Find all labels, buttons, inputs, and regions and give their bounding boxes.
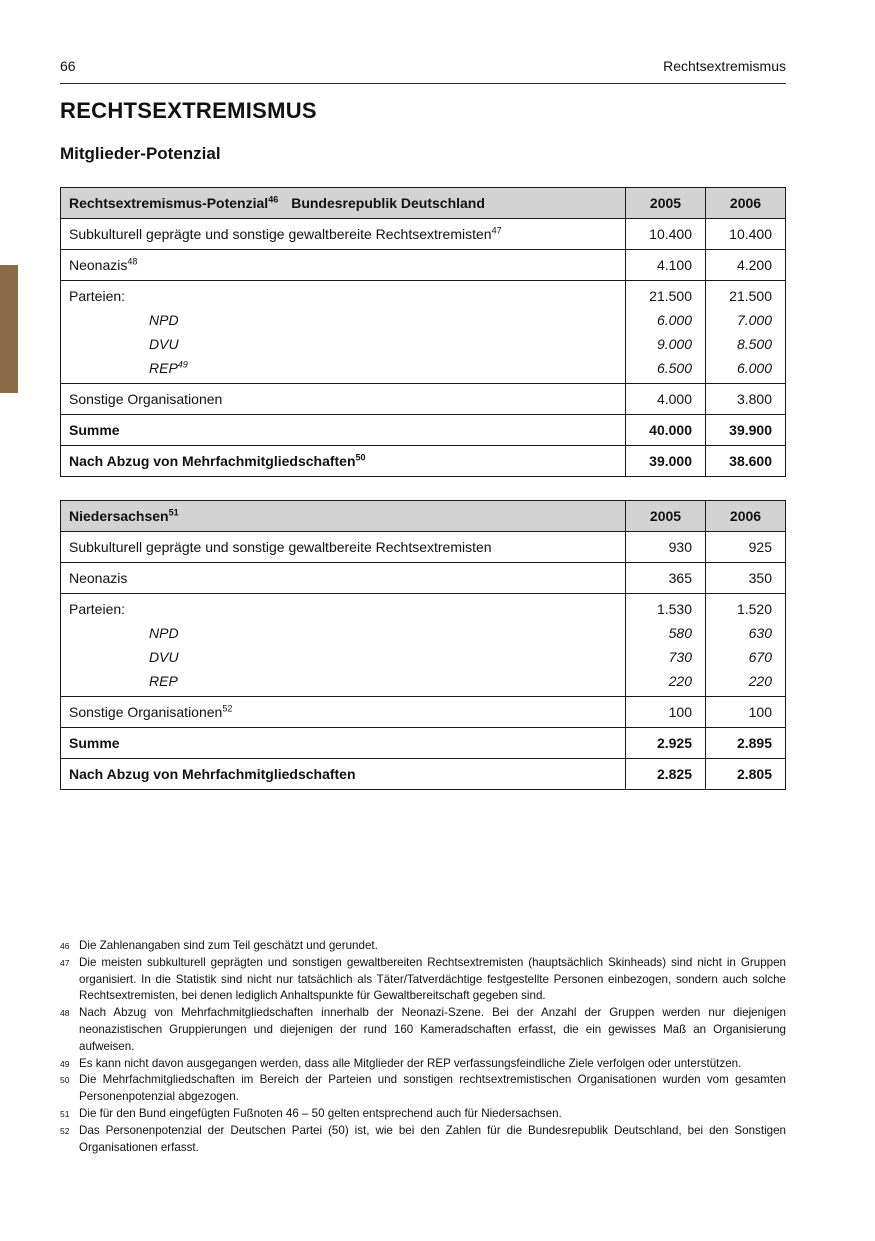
table-row-neonazis (61, 563, 786, 594)
footnote-ref-50: 50 (355, 452, 366, 463)
footnote-46 (60, 938, 786, 955)
value-2006: 21.500 7.000 8.500 6.000 (706, 281, 786, 384)
row-label: Sonstige Organisationen (69, 391, 223, 407)
row-label-cell (61, 563, 626, 594)
section-subtitle: Mitglieder-Potenzial (60, 144, 221, 163)
row-label: Parteien: (69, 288, 126, 304)
value-2005: 2.825 (626, 759, 706, 790)
value-2006: 100 (706, 697, 786, 728)
footnotes-section (60, 938, 786, 1156)
party-label-rep: REP$^{49}$ (149, 359, 188, 376)
value-2005: 100 (626, 697, 706, 728)
row-label: Summe (69, 735, 120, 751)
footnote-49 (60, 1056, 786, 1073)
value-2006: 3.800 (706, 384, 786, 415)
page-number: 66 (60, 58, 76, 74)
table-row-abzug (61, 759, 786, 790)
party-label-dvu: DVU (149, 336, 179, 352)
column-header-2005: 2005 (626, 188, 706, 219)
row-label: Nach Abzug von Mehrfachmitgliedschaften (69, 453, 356, 469)
table-nds-title: Niedersachsen (69, 508, 169, 524)
value-2006: 350 (706, 563, 786, 594)
value-2006: 2.805 (706, 759, 786, 790)
footnote-text: Die meisten subkulturell geprägten und sonstigen gewaltbereiten Rechtsextremisten (hauptsächlich Skinheads) sind nicht in Gruppen organisiert. In die Statistik sind nicht nur tatsächlich als Täter/Tatverdächtige festgestellte Personen einbezogen, sondern auch solche Rechtsextremisten, bei denen lediglich Anhaltspunkte für Gewaltbereitschaft gegeben sind. (79, 955, 786, 1003)
footnote-47 (60, 955, 786, 1005)
table-row-sonstige (61, 697, 786, 728)
table-row-parteien (61, 594, 786, 697)
row-label-cell (61, 532, 626, 563)
row-label-cell (61, 759, 626, 790)
table-bund (60, 187, 786, 477)
table-row-sonstige (61, 384, 786, 415)
running-header-title: Rechtsextremismus (663, 58, 786, 74)
value-2006: 10.400 (706, 219, 786, 250)
footnote-ref-51: 51 (168, 507, 179, 518)
footnote-number: 47 (60, 957, 70, 968)
footnote-number: 48 (60, 1008, 70, 1019)
footnote-ref-46: 46 (268, 194, 279, 205)
table-row-neonazis (61, 250, 786, 281)
row-label: Neonazis (69, 570, 128, 586)
row-label: Summe (69, 422, 120, 438)
party-label-dvu: DVU (149, 649, 179, 665)
table-row-parteien (61, 281, 786, 384)
footnote-number: 50 (60, 1075, 70, 1086)
table-bund-header-row (61, 188, 786, 219)
footnote-ref-49: 49 (177, 359, 188, 370)
value-2005: 4.100 (626, 250, 706, 281)
footnote-51 (60, 1106, 786, 1123)
page-title: RECHTSEXTREMISMUS (60, 98, 317, 123)
column-header-2006: 2006 (706, 188, 786, 219)
value-2005: 1.530 580 730 220 (626, 594, 706, 697)
table-row-subkulturell (61, 219, 786, 250)
thumb-index-tab (0, 265, 18, 393)
footnote-ref-48: 48 (127, 256, 138, 267)
row-label-cell (61, 697, 626, 728)
page-header (60, 58, 786, 84)
footnote-text: Das Personenpotenzial der Deutschen Partei (50) ist, wie bei den Zahlen für die Bundesrepublik Deutschland, bei den Sonstigen Organisationen erfasst. (79, 1123, 786, 1154)
row-label-cell (61, 250, 626, 281)
row-label: Subkulturell geprägte und sonstige gewaltbereite Rechtsextremisten (69, 539, 492, 555)
value-2006: 38.600 (706, 446, 786, 477)
table-nds-title-cell (61, 501, 626, 532)
footnote-number: 51 (60, 1108, 70, 1119)
row-label-cell (61, 446, 626, 477)
value-2006: 4.200 (706, 250, 786, 281)
value-2006: 2.895 (706, 728, 786, 759)
footnote-text: Die Mehrfachmitgliedschaften im Bereich der Parteien und sonstigen rechtsextremistischen Organisationen wurden vom gesamten Personenpotenzial abgezogen. (79, 1073, 786, 1104)
table-row-summe (61, 728, 786, 759)
row-label: Subkulturell geprägte und sonstige gewaltbereite Rechtsextremisten (69, 226, 492, 242)
value-2005: 4.000 (626, 384, 706, 415)
table-nds-header-row (61, 501, 786, 532)
value-2006: 39.900 (706, 415, 786, 446)
table-niedersachsen (60, 500, 786, 790)
footnote-text: Die Zahlenangaben sind zum Teil geschätzt und gerundet. (79, 939, 378, 952)
footnote-number: 49 (60, 1058, 70, 1069)
value-2005: 365 (626, 563, 706, 594)
footnote-ref-47: 47 (491, 225, 502, 236)
footnote-50 (60, 1072, 786, 1106)
value-2005: 21.500 6.000 9.000 6.500 (626, 281, 706, 384)
party-label-npd: NPD (149, 312, 179, 328)
row-label-cell (61, 728, 626, 759)
footnote-ref-52: 52 (222, 703, 233, 714)
row-label-cell (61, 281, 626, 384)
footnote-text: Die für den Bund eingefügten Fußnoten 46 – 50 gelten entsprechend auch für Niedersachsen. (79, 1106, 562, 1120)
row-label: Nach Abzug von Mehrfachmitgliedschaften (69, 766, 356, 782)
value-2005: 2.925 (626, 728, 706, 759)
table-bund-title: Rechtsextremismus-Potenzial (69, 195, 269, 211)
row-label-cell (61, 219, 626, 250)
row-label-cell (61, 594, 626, 697)
value-2005: 10.400 (626, 219, 706, 250)
row-label: Sonstige Organisationen (69, 704, 223, 720)
footnote-52 (60, 1123, 786, 1157)
party-label-rep: REP (149, 673, 178, 689)
row-label: Neonazis (69, 257, 128, 273)
row-label: Parteien: (69, 601, 126, 617)
table-row-subkulturell (61, 532, 786, 563)
value-2005: 930 (626, 532, 706, 563)
table-row-abzug (61, 446, 786, 477)
row-label-cell (61, 384, 626, 415)
footnote-number: 46 (60, 941, 70, 951)
table-row-summe (61, 415, 786, 446)
table-bund-title-cell (61, 188, 626, 219)
footnote-number: 52 (60, 1125, 70, 1136)
footnote-text: Es kann nicht davon ausgegangen werden, dass alle Mitglieder der REP verfassungsfeindliche Ziele verfolgen oder unterstützen. (79, 1056, 742, 1070)
row-label-cell (61, 415, 626, 446)
footnote-text: Nach Abzug von Mehrfachmitgliedschaften innerhalb der Neonazi-Szene. Bei der Anzahl der Gruppen werden nur diejenigen neonazistischen Gruppierungen und diejenigen der rund 160 Kameradschaften erfasst, die ein gewisses Maß an Organisierung aufweisen. (79, 1006, 786, 1053)
column-header-2006: 2006 (706, 501, 786, 532)
value-2005: 39.000 (626, 446, 706, 477)
value-2005: 40.000 (626, 415, 706, 446)
column-header-2005: 2005 (626, 501, 706, 532)
table-bund-region: Bundesrepublik Deutschland (291, 195, 485, 211)
party-label-npd: NPD (149, 625, 179, 641)
value-2006: 1.520 630 670 220 (706, 594, 786, 697)
value-2006: 925 (706, 532, 786, 563)
footnote-48 (60, 1005, 786, 1055)
